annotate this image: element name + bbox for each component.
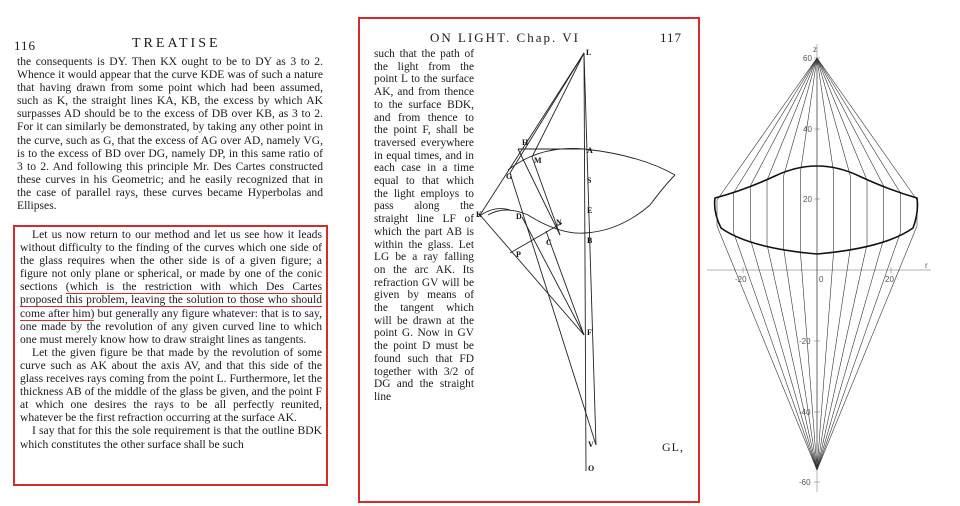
middle-page-number: 117 (660, 30, 683, 45)
ray-df (522, 217, 584, 335)
ray-lower (817, 226, 917, 470)
ray-lk (480, 53, 584, 215)
middle-page-text: such that the path of the light from the point L to the surface AK, and from thence to the surface BDK, and from thence to the point F, shall be traversed everywhere in equal times, and in each case in a time equal to that which the light employs to pass along the straight line LF of which the part AB is within the glass. Let LG be a ray falling on the arc AK. Its refraction GV will be given by means of the tangent which will be drawn at the point G. Now in GV the point D must be found such that FD together with 3/2 of DG and the straight line (374, 48, 474, 403)
label-h: H (522, 138, 529, 147)
ray-upper (817, 58, 900, 193)
ray-upper (784, 58, 817, 176)
ray-lower (817, 233, 900, 470)
ray-gv (510, 173, 596, 445)
left-page-number: 116 (14, 38, 37, 53)
x-tick-label-neg20: -20 (735, 275, 747, 284)
ray-lm (532, 53, 584, 157)
x-tick-label-20: 20 (885, 275, 894, 284)
label-c: C (546, 238, 552, 247)
label-m: M (534, 156, 542, 165)
label-f: F (587, 328, 592, 337)
middle-catchword: GL, (662, 440, 684, 454)
label-k: K (476, 210, 483, 219)
left-running-head: TREATISE (132, 36, 221, 51)
ray-upper (717, 58, 817, 200)
label-a: A (587, 146, 593, 155)
left-paragraph-2 (20, 228, 322, 346)
left-paragraph-1: the consequents is DY. Then KX ought to be to DY as 3 to 2. Whence it would appear that the curve KDE was of such a nature that having drawn from some point which had been assumed, such as K, the straight lines KA, KB, the excess by which AK surpasses AD should be to the excess of DB over KB, as 3 to 2. For it can similarly be demonstrated, by taking any other point in the curve, such as G, that the excess of AG over AD, namely VG, is to the excess of BD over DG, namely DP, in this same ratio of 3 to 2. And following this principle Mr. Des Cartes constructed these curves in his Geometric; and he easily recognized that in the case of parallel rays, these curves became Hyperbolas and Ellipses. (17, 55, 323, 213)
paragraph-2-rest: but generally any figure whatever: that is to say, one made by the revolution of any given curved line to which one must merely know how to draw straight lines as tangents. (20, 306, 322, 346)
label-g: G (506, 172, 513, 181)
ray-lower (817, 244, 867, 470)
label-n: N (556, 218, 562, 227)
z-axis-label: z (813, 45, 817, 54)
ray-lower (767, 244, 817, 470)
ray-lower (784, 249, 817, 470)
r-axis-label: r (925, 261, 928, 270)
label-v: V (588, 440, 594, 449)
left-paragraph-4: I say that for this the sole requirement is that the outline BDK which constitutes the other surface shall be such (20, 424, 322, 451)
left-paragraph-3: Let the given figure be that made by the revolution of some curve such as AK about the axis AV, and that this side of the glass receives rays coming from the point L. Furthermore, let the thickness AB of the middle of the glass be given, and the point F at which one desires the rays to be all perfectly reunited, whatever be the first refraction occurring at the surface AK. (20, 345, 322, 425)
ray-lower (750, 239, 817, 470)
lens-construction-diagram (470, 45, 690, 485)
ray-upper (800, 58, 817, 173)
label-p: P (516, 250, 521, 259)
x-tick-label-0: 0 (819, 275, 824, 284)
paragraph-2-intro: Let us now return to our method and let us see how it leads without difficulty to the finding of the curves which one side of the glass requires when the other side is of a given figure; a figure not only plane or spherical, or made by one of the conic sections (20, 228, 322, 294)
label-o: O (588, 464, 595, 473)
curve-bdk (488, 175, 675, 233)
y-tick-label-40: 40 (803, 125, 812, 134)
y-tick-label-neg40: -40 (799, 408, 811, 417)
ray-tracing-plot (705, 40, 935, 500)
ray-lower (717, 226, 817, 470)
label-l: L (586, 48, 592, 57)
ray-upper (817, 58, 834, 173)
middle-running-head: ON LIGHT. Chap. VI (430, 30, 580, 45)
label-d: D (516, 212, 522, 221)
y-tick-label-neg60: -60 (799, 478, 811, 487)
ray-kf (480, 215, 584, 335)
line-pc (510, 223, 562, 253)
lens-outline (715, 166, 918, 254)
ray-upper (817, 58, 867, 180)
ray-lower (734, 233, 817, 470)
y-tick-label-20: 20 (803, 195, 812, 204)
ray-lower (800, 251, 817, 470)
ray-lines (717, 58, 917, 470)
ray-lower (817, 239, 884, 470)
y-tick-label-60: 60 (803, 54, 812, 63)
ray-upper (767, 58, 817, 180)
ray-upper (817, 58, 850, 176)
y-tick-label-neg20: -20 (799, 337, 811, 346)
left-paragraphs-highlighted (20, 228, 322, 451)
label-s: S (587, 176, 592, 185)
underlined-des-cartes-passage: (which is the restriction with which Des Cartes proposed this problem, leaving the solution to those who should come after him) (20, 280, 323, 320)
ray-upper (817, 58, 917, 200)
label-e: E (587, 206, 593, 215)
label-b: B (587, 236, 593, 245)
